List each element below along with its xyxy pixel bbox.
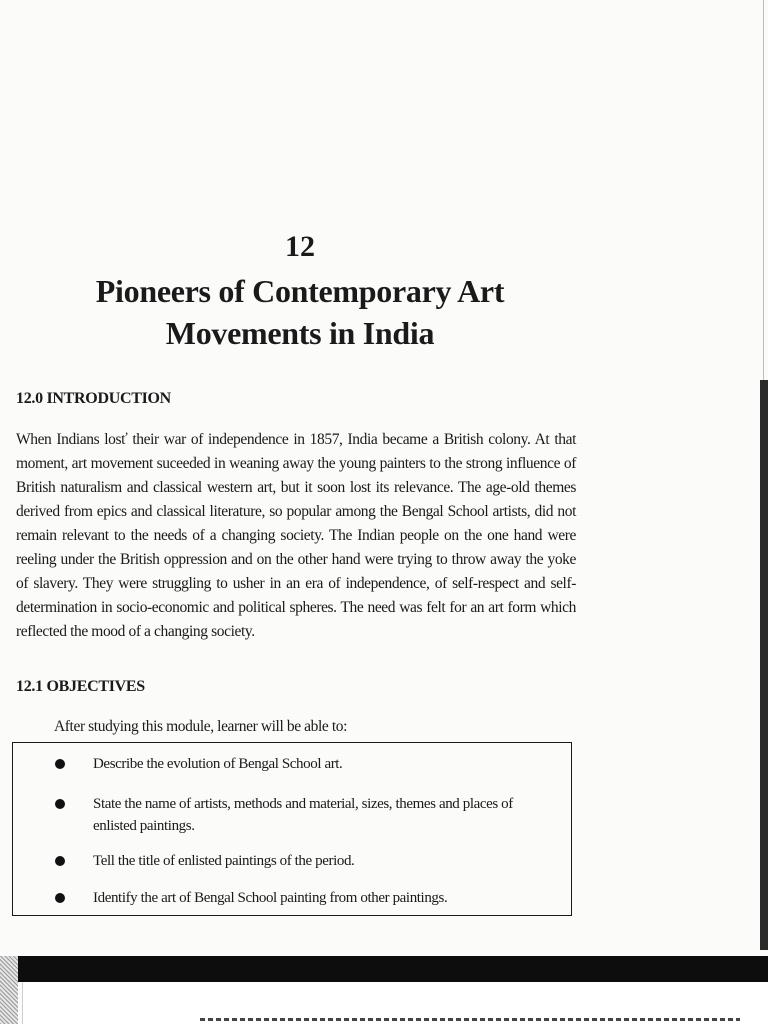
bullet-icon	[55, 759, 65, 769]
chapter-number: 12	[285, 230, 315, 263]
cut-off-text-line	[200, 1014, 740, 1024]
binding-edge	[760, 380, 768, 950]
chapter-title-line-1: Pioneers of Contemporary Art	[95, 273, 505, 309]
objective-text: State the name of artists, methods and material, sizes, themes and places of enlisted paintings.	[93, 796, 513, 834]
chapter-title	[0, 270, 600, 354]
bullet-icon	[55, 893, 65, 903]
bullet-icon	[55, 799, 65, 809]
page-edge-shadow	[763, 0, 764, 380]
scan-noise	[0, 956, 18, 1024]
objective-text: Tell the title of enlisted paintings of the period.	[93, 853, 355, 869]
bullet-icon	[55, 856, 65, 866]
objective-text: Identify the art of Bengal School painting from other paintings.	[93, 890, 448, 906]
objective-text: Describe the evolution of Bengal School art.	[93, 756, 343, 772]
chapter-title-line-2: Movements in India	[165, 315, 435, 351]
objectives-heading: 12.1 OBJECTIVES	[16, 678, 145, 695]
introduction-paragraph: When Indians losť their war of independence in 1857, India became a British colony. At that moment, art movement suceeded in weaning away the young painters to the strong influence of British naturalism and classical western art, but it soon lost its relevance. The age-old themes derived from epics and classical literature, so popular among the Bengal School artists, did not remain relevant to the needs of a changing society. The Indian people on the one hand were reeling under the British oppression and on the other hand were trying to throw away the yoke of slavery. They were struggling to usher in an era of independence, of self-respect and self-determination in socio-economic and political spheres. The need was felt for an art form which reflected the mood of a changing society.	[16, 431, 576, 640]
introduction-heading: 12.0 INTRODUCTION	[16, 390, 171, 407]
objectives-lead-in: After studying this module, learner will be able to:	[54, 718, 347, 735]
scan-gutter-band	[0, 956, 768, 982]
objectives-box	[12, 742, 572, 916]
